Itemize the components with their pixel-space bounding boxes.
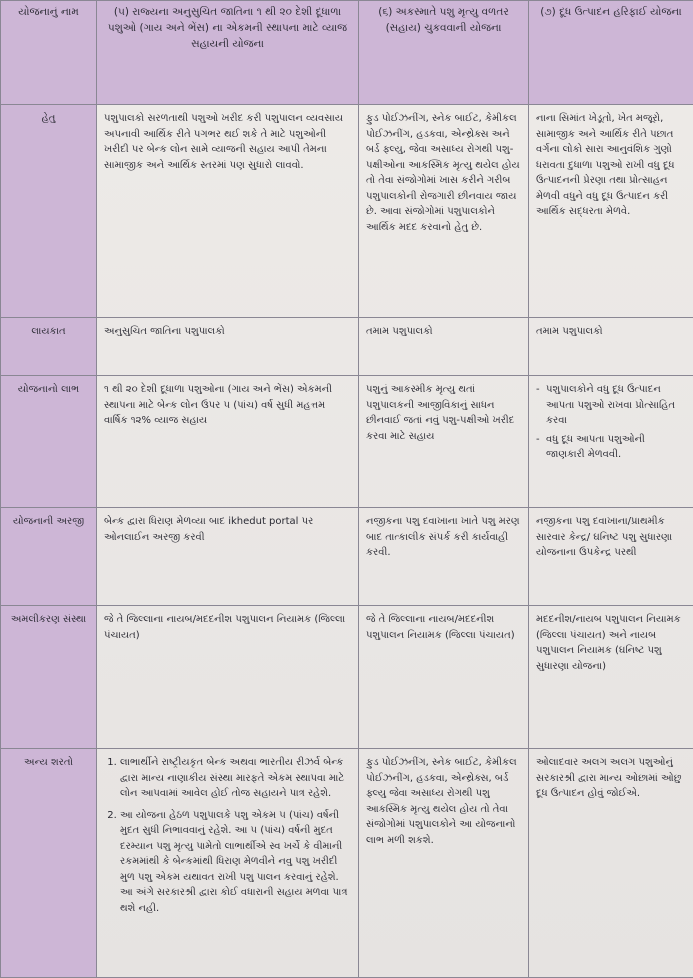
cell-purpose-scheme-6: ફુડ પોઈઝનીંગ, સ્નેક બાઈટ, કેમીકલ પોઈઝનીંગ, હડકવા, એન્થ્રેક્સ અને બર્ડ ફ્લ્યુ, જેવા અસાધ્ય રોગથી પશુ-પક્ષીઓના આકસ્મિક મૃત્યુ થયેલ હોય તો તેવા સંજોગોમાં ખાસ કરીને ગરીબ પશુપાલકોની રોજગારી છીનવાય જાય છે. આવા સંજોગોમાં પશુપાલકોને આર્થિક મદદ કરવાનો હેતુ છે. (359, 105, 529, 318)
cell-conditions-scheme-5 (97, 749, 359, 978)
cell-application-scheme-6: નજીકના પશુ દવાખાના ખાતે પશુ મરણ બાદ તાત્કાલીક સંપર્ક કરી કાર્યવાહી કરવી. (359, 508, 529, 606)
row-label-application: યોજનાની અરજી (1, 508, 97, 606)
cell-benefit-scheme-7 (529, 376, 693, 508)
row-implementing-agency (1, 606, 693, 749)
row-application (1, 508, 693, 606)
row-label-eligibility: લાયકાત (1, 318, 97, 376)
row-label-benefit: યોજનાનો લાભ (1, 376, 97, 508)
cell-conditions-scheme-7: ઓલાદવાર અલગ અલગ પશુઓનું સરકારશ્રી દ્વારા માન્ય ઓછામાં ઓછુ દૂધ ઉત્પાદન હોવું જોઈએ. (529, 749, 693, 978)
header-scheme-6: (૬) અકસ્માતે પશુ મૃત્યુ વળતર (સહાય) ચુકવવાની યોજના (359, 1, 529, 105)
list-item: 2. આ યોજના હેઠળ પશુપાલકે પશુ એકમ ૫ (પાંચ) વર્ષની મુદત સુધી નિભાવવાનું રહેશે. આ ૫ (પાંચ) વર્ષની મુદત દરમ્યાન પશુ મૃત્યુ પામેતો લાભાર્થીએ સ્વ ખર્ચે કે વીમાની રકમમાંથી કે બેન્કમાંથી ધિરાણ મેળવીને નવુ પશુ ખરીદી મુળ પશુ એકમ યથાવત રાખી પશુ પાલન કરવાનું રહેશે. આ અંગે સરકારશ્રી દ્વારા કોઈ વધારાની સહાય મળવા પાત્ર થશે નહી. (120, 808, 351, 917)
conditions-list (104, 755, 351, 916)
cell-conditions-scheme-6: ફુડ પોઈઝનીંગ, સ્નેક બાઈટ, કેમીકલ પોઈઝનીંગ, હડકવા, એન્થ્રેક્સ, બર્ડ ફ્લ્યુ જેવા અસાધ્ય રોગથી પશુ આકસ્મિક મૃત્યુ થયેલ હોય તો તેવા સંજોગોમાં પશુપાલકોને આ યોજનાનો લાભ મળી શકશે. (359, 749, 529, 978)
list-item: 1. લાભાર્થીને રાષ્ટ્રીયકૃત બેન્ક અથવા ભારતીય રીઝર્વ બેન્ક દ્વારા માન્ય નાણાકીય સંસ્થા મારફતે એકમ સ્થાપવા માટે લોન આપવામાં આવેલ હોઈ તોજ સહાયને પાત્ર રહેશે. (120, 755, 351, 802)
header-scheme-5: (૫) રાજ્યના અનુસુચિત જાતિના ૧ થી ૨૦ દેશી દૂધાળા પશુઓ (ગાય અને ભેંસ) ના એકમની સ્થાપના માટે વ્યાજ સહાયની યોજના (97, 1, 359, 105)
list-item: - પશુપાલકોને વધુ દૂધ ઉત્પાદન આપતા પશુઓ રાખવા પ્રોત્સાહિત કરવા (536, 382, 686, 429)
row-eligibility (1, 318, 693, 376)
row-other-conditions (1, 749, 693, 978)
cell-agency-scheme-7: મદદનીશ/નાયબ પશુપાલન નિયામક (જિલ્લા પંચાયત) અને નાયબ પશુપાલન નિયામક (ઘનિષ્ટ પશુ સુધારણા યોજના) (529, 606, 693, 749)
benefit-list (536, 382, 686, 463)
header-row-label: યોજનાનું નામ (1, 1, 97, 105)
row-benefit (1, 376, 693, 508)
cell-application-scheme-7: નજીકના પશુ દવાખાના/પ્રાથમીક સારવાર કેન્દ્ર/ ઘનિષ્ટ પશુ સુધારણા યોજનાના ઉપકેન્દ્ર પરથી (529, 508, 693, 606)
cell-agency-scheme-5: જે તે જિલ્લાના નાયબ/મદદનીશ પશુપાલન નિયામક (જિલ્લા પંચાયત) (97, 606, 359, 749)
cell-eligibility-scheme-6: તમામ પશુપાલકો (359, 318, 529, 376)
cell-purpose-scheme-7: નાના સિમાંત ખેડૂતો, ખેત મજૂરો, સામાજીક અને આર્થિક રીતે પછાત વર્ગના લોકો સારા આનુવંશિક ગુણો ધરાવતા દુધાળા પશુઓ રાખી વધુ દૂધ ઉત્પાદનની પ્રેરણા તથા પ્રોત્સાહન મેળવી વધુને વધુ દૂધ ઉત્પાદન કરી આર્થિક સદ્ધરતા મેળવે. (529, 105, 693, 318)
cell-eligibility-scheme-7: તમામ પશુપાલકો (529, 318, 693, 376)
cell-agency-scheme-6: જે તે જિલ્લાના નાયબ/મદદનીશ પશુપાલન નિયામક (જિલ્લા પંચાયત) (359, 606, 529, 749)
header-row (1, 1, 693, 105)
row-label-purpose: હેતુ (1, 105, 97, 318)
cell-benefit-scheme-5: ૧ થી ૨૦ દેશી દૂધાળા પશુઓના (ગાય અને ભેંસ) એકમની સ્થાપના માટે બેન્ક લોન ઉપર ૫ (પાંચ) વર્ષ સુધી મહત્તમ વાર્ષિક ૧૨% વ્યાજ સહાય (97, 376, 359, 508)
row-label-implementing-agency: અમલીકરણ સંસ્થા (1, 606, 97, 749)
row-purpose (1, 105, 693, 318)
cell-eligibility-scheme-5: અનુસુચિત જાતિના પશુપાલકો (97, 318, 359, 376)
cell-benefit-scheme-6: પશુનું આકસ્મીક મૃત્યુ થતાં પશુપાલકની આજીવિકાનું સાધન છીનવાઈ જતાં નવું પશુ-પક્ષીઓ ખરીદ કરવા માટે સહાય (359, 376, 529, 508)
cell-application-scheme-5: બેન્ક દ્વારા ધિરાણ મેળવ્યા બાદ ikhedut portal પર ઓનલાઈન અરજી કરવી (97, 508, 359, 606)
list-item: - વધુ દૂધ આપતા પશુઓની જાણકારી મેળવવી. (536, 432, 686, 463)
cell-purpose-scheme-5: પશુપાલકો સરળતાથી પશુઓ ખરીદ કરી પશુપાલન વ્યવસાય અપનાવી આર્થિક રીતે પગભર થઈ શકે તે માટે પશુઓની ખરીદી પર બેન્ક લોન સામે વ્યાજની સહાય આપી તેમના સામાજીક અને આર્થિક સ્તરમાં પણ સુધારો લાવવો. (97, 105, 359, 318)
row-label-other-conditions: અન્ય શરતો (1, 749, 97, 978)
header-scheme-7: (૭) દૂધ ઉત્પાદન હરિફાઈ યોજના (529, 1, 693, 105)
